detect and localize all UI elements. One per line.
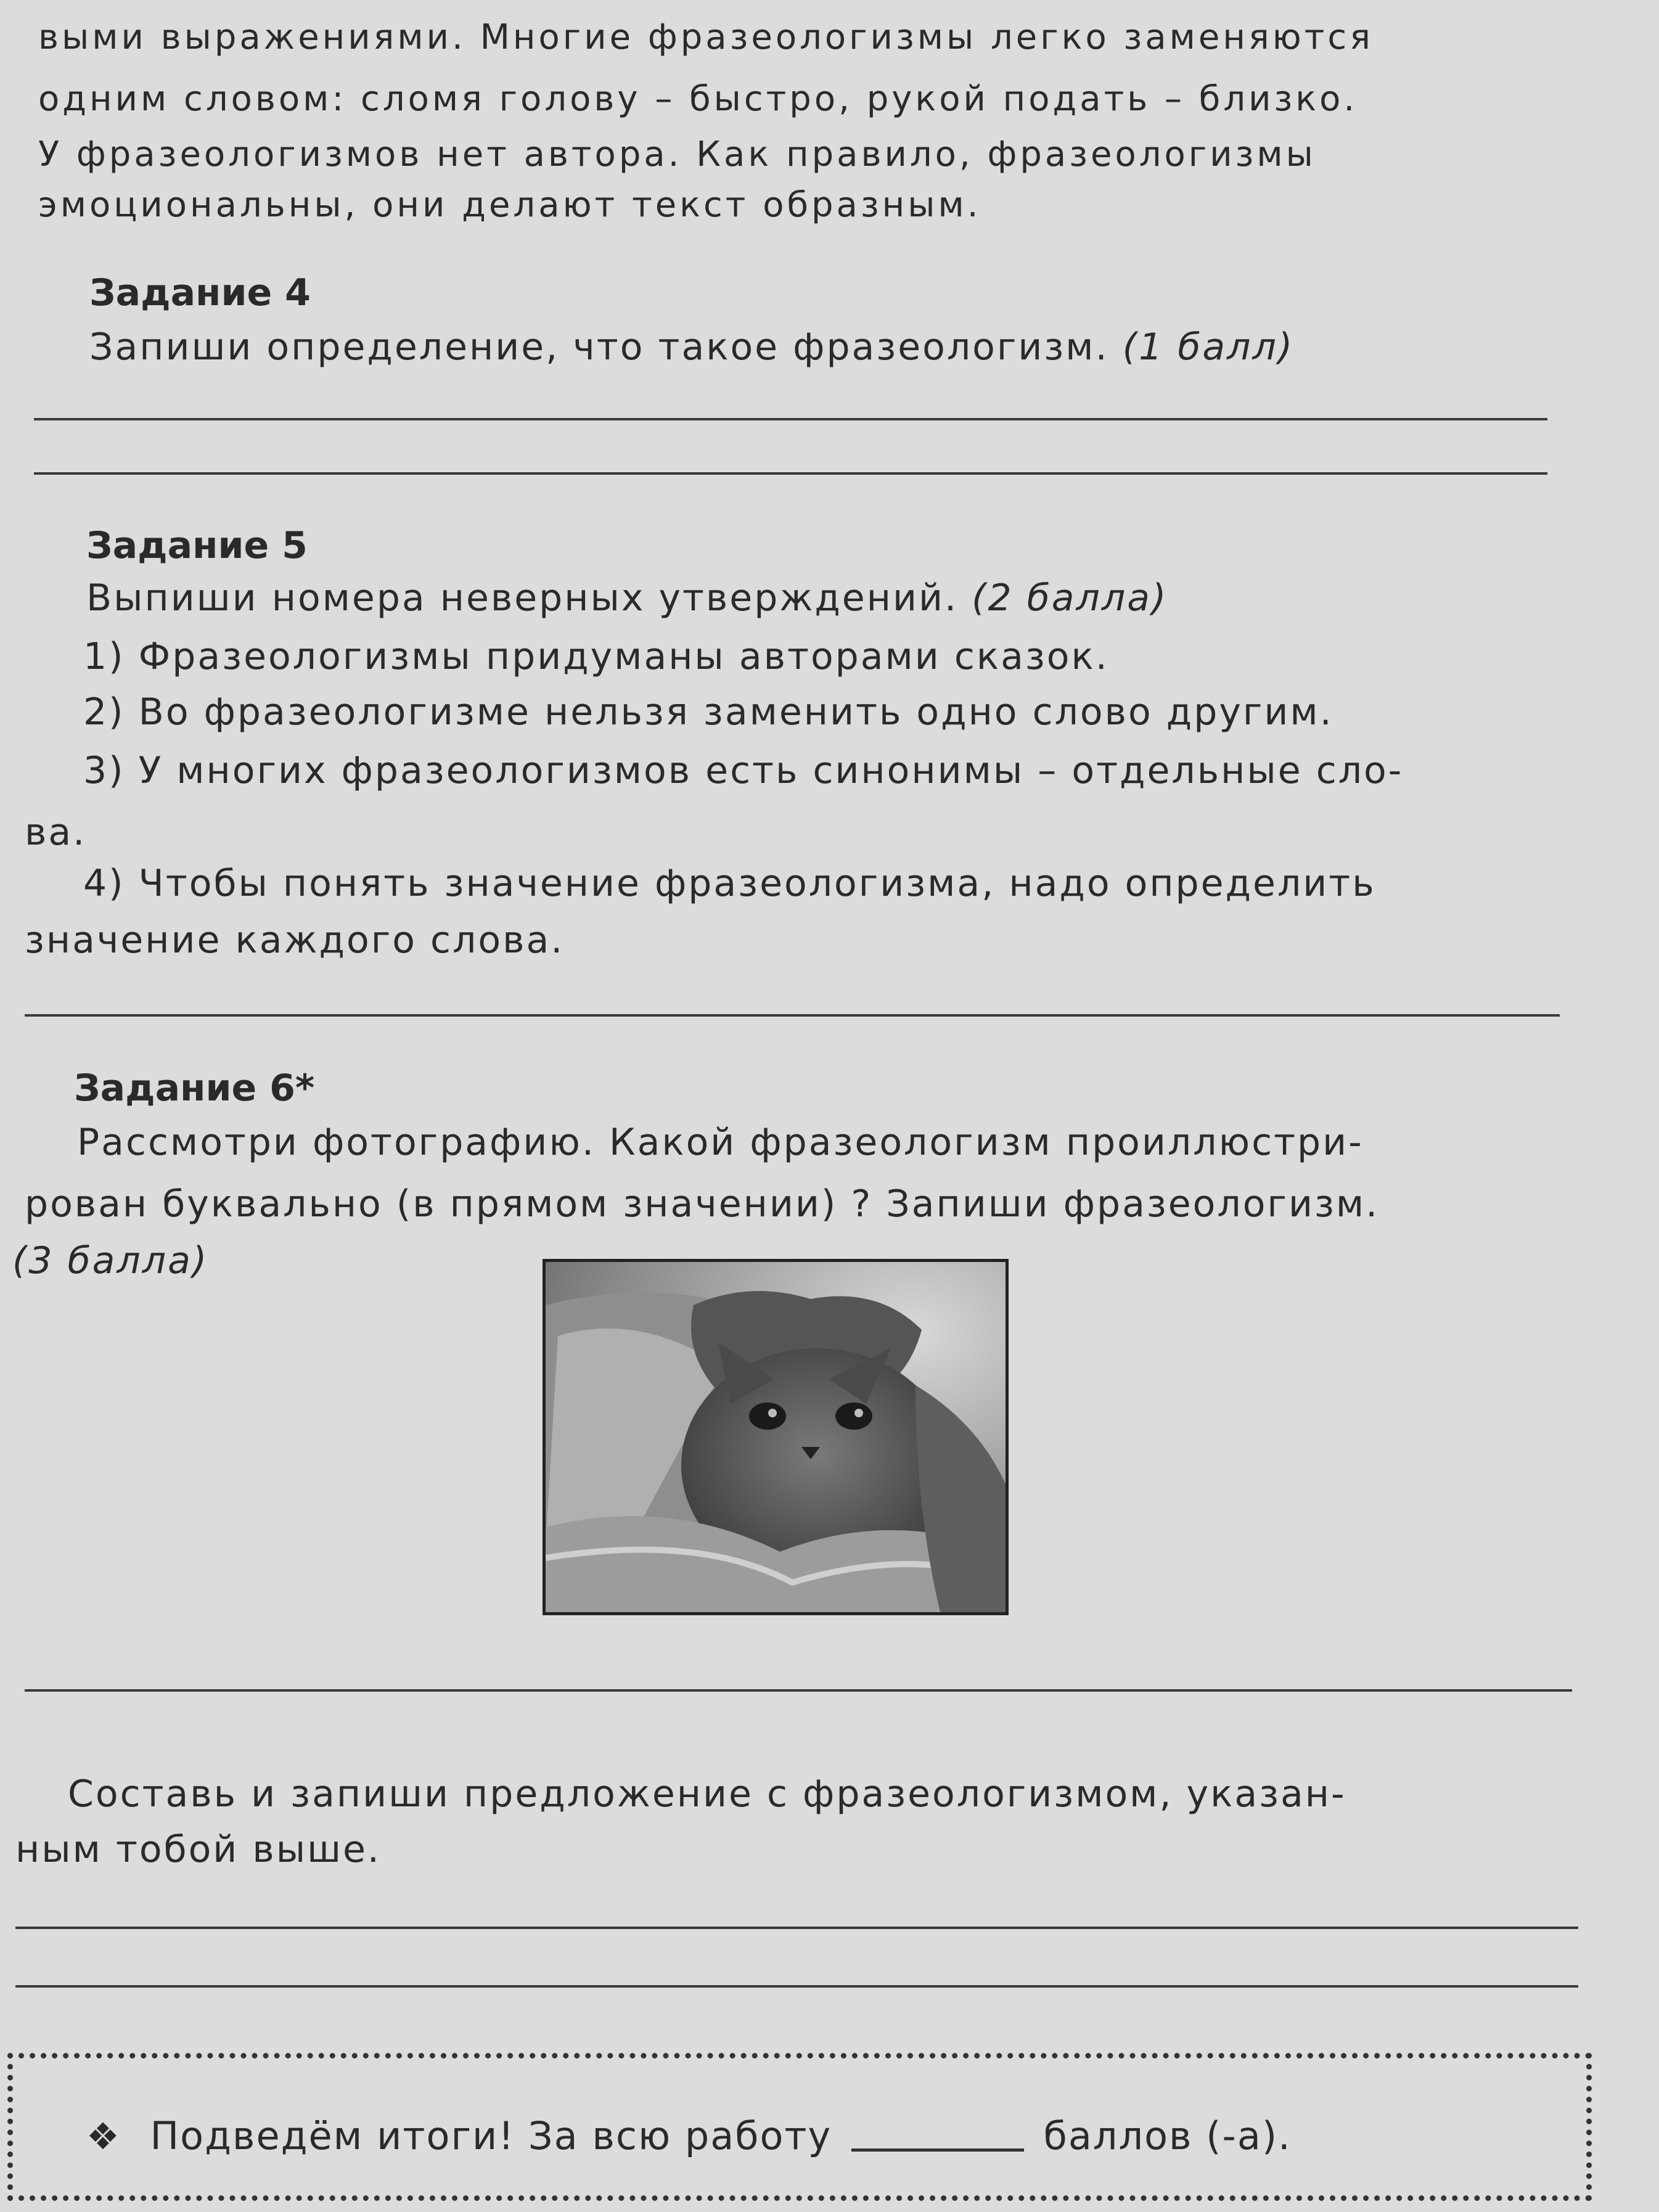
task5-points: (2 балла): [972, 576, 1168, 620]
answer-line[interactable]: [25, 1014, 1560, 1017]
task4-points: (1 балл): [1122, 326, 1295, 369]
statement-4-cont: значение каждого слова.: [25, 919, 565, 962]
task5-title: Задание 5: [86, 524, 308, 567]
intro-line: выми выражениями. Многие фразеологизмы легко заменяются: [38, 17, 1374, 57]
answer-line[interactable]: [34, 472, 1547, 475]
statement-1: 1) Фразеологизмы придуманы авторами сказок.: [83, 635, 1109, 678]
task6-line: Рассмотри фотографию. Какой фразеологизм проиллюстри-: [77, 1121, 1364, 1164]
statement-3: 3) У многих фразеологизмов есть синонимы – отдельные сло-: [83, 749, 1404, 792]
answer-line[interactable]: [15, 1927, 1578, 1929]
task4-title: Задание 4: [89, 271, 311, 314]
summary-line: [86, 2113, 1292, 2158]
statement-2: 2) Во фразеологизме нельзя заменить одно слово другим.: [83, 690, 1333, 734]
task4-text: [89, 326, 1294, 369]
task5-text: [86, 576, 1168, 620]
answer-line[interactable]: [25, 1689, 1572, 1692]
task5-question: Выпиши номера неверных утверждений.: [86, 576, 959, 620]
statement-3-cont: ва.: [25, 811, 87, 854]
task4-question: Запиши определение, что такое фразеологизм.: [89, 326, 1109, 369]
summary-suffix: баллов (-а).: [1043, 2113, 1292, 2158]
statement-4: 4) Чтобы понять значение фразеологизма, надо определить: [83, 862, 1376, 905]
task6-title: Задание 6*: [74, 1067, 315, 1110]
intro-line: эмоциональны, они делают текст образным.: [38, 185, 981, 225]
intro-line: одним словом: сломя голову – быстро, рукой подать – близко.: [38, 79, 1358, 119]
answer-line[interactable]: [15, 1985, 1578, 1988]
score-blank[interactable]: [851, 2149, 1024, 2152]
intro-line: У фразеологизмов нет автора. Как правило, фразеологизмы: [38, 134, 1316, 174]
task6-points: (3 балла): [12, 1239, 209, 1282]
summary-prefix: Подведём итоги! За всю работу: [150, 2113, 832, 2158]
task6-line: рован буквально (в прямом значении) ? Запиши фразеологизм.: [25, 1182, 1380, 1226]
four-diamond-star-icon: ❖: [86, 2115, 121, 2158]
kitten-photo: [543, 1259, 1009, 1615]
sentence-task-line: Составь и запиши предложение с фразеологизмом, указан-: [68, 1772, 1346, 1816]
sentence-task-line: ным тобой выше.: [15, 1828, 381, 1871]
answer-line[interactable]: [34, 418, 1547, 420]
